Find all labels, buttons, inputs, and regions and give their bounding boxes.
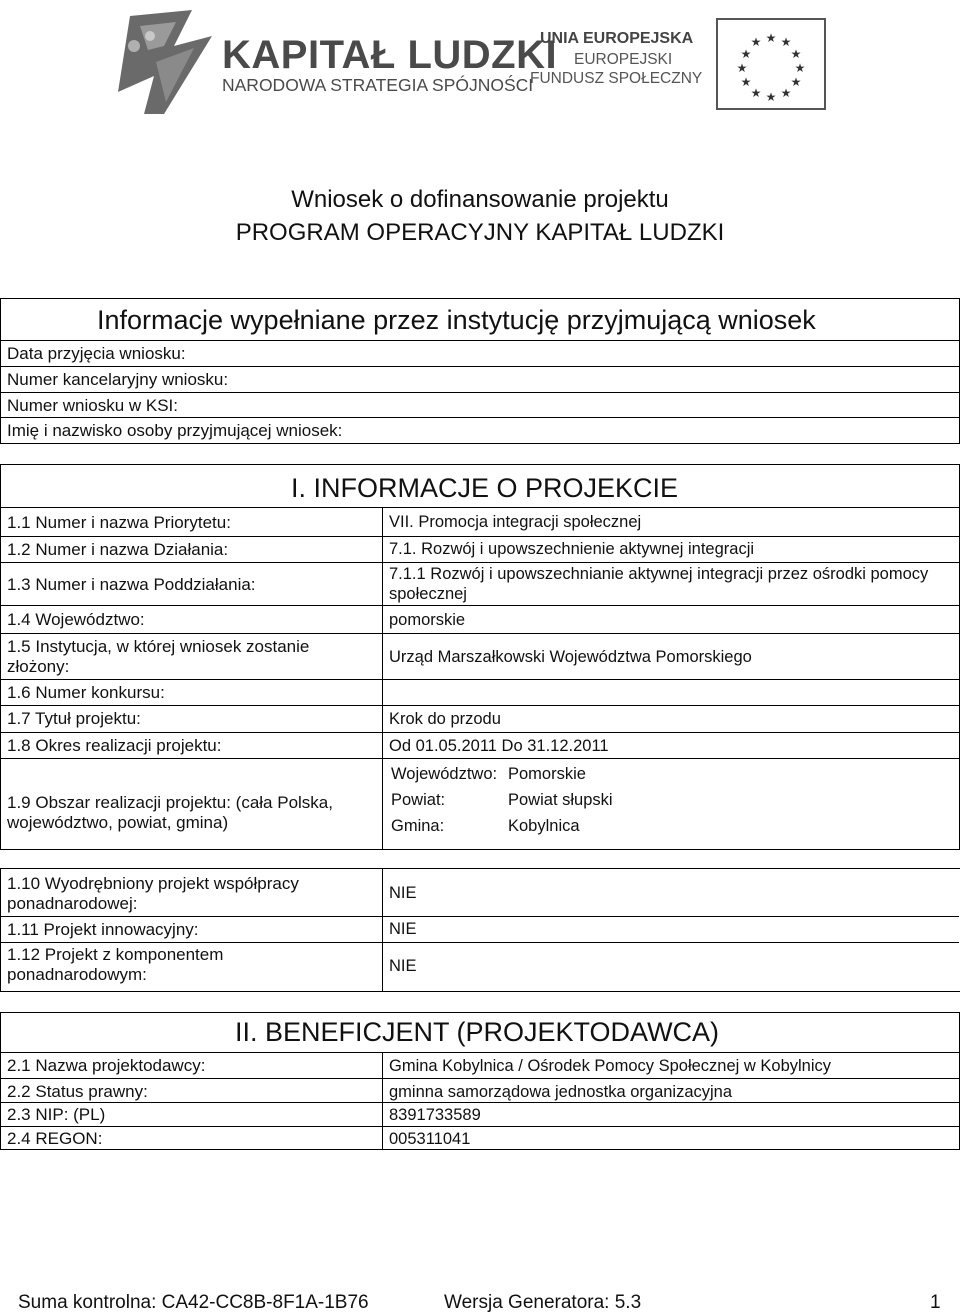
area-voivodeship-label: Województwo: [391, 765, 498, 783]
nip-label: 2.3 NIP: (PL) [7, 1105, 106, 1124]
project-info-box [0, 464, 960, 850]
svg-text:★: ★ [736, 61, 748, 75]
area-label: 1.9 Obszar realizacji projektu: (cała Polska, województwo, powiat, gmina) [7, 793, 333, 832]
project-info-heading: I. INFORMACJE O PROJEKCIE [291, 473, 679, 503]
svg-text:★: ★ [790, 47, 802, 61]
transnational-component-value: NIE [389, 957, 417, 975]
area-county-value: Powiat słupski [508, 791, 613, 809]
area-commune-value: Kobylnica [508, 817, 580, 835]
applicant-name-value: Gmina Kobylnica / Ośrodek Pomocy Społecznej w Kobylnicy [389, 1057, 832, 1075]
applicant-name-label: 2.1 Nazwa projektodawcy: [7, 1056, 206, 1075]
priority-label: 1.1 Numer i nazwa Priorytetu: [7, 513, 231, 532]
submeasure-label: 1.3 Numer i nazwa Poddziałania: [7, 575, 256, 594]
generator-version: Wersja Generatora: 5.3 [444, 1292, 642, 1313]
nip-value: 8391733589 [389, 1106, 481, 1124]
project-title-value: Krok do przodu [389, 710, 501, 728]
beneficiary-heading: II. BENEFICJENT (PROJEKTODAWCA) [235, 1017, 720, 1047]
voivodeship-label: 1.4 Województwo: [7, 610, 145, 629]
kapital-ludzki-title: KAPITAŁ LUDZKI [222, 33, 558, 77]
period-value: Od 01.05.2011 Do 31.12.2011 [389, 737, 609, 755]
eu-text-line1: UNIA EUROPEJSKA [540, 30, 694, 47]
intake-row-date: Data przyjęcia wniosku: [7, 344, 186, 363]
legal-status-value: gminna samorządowa jednostka organizacyjna [389, 1083, 733, 1101]
area-voivodeship-value: Pomorskie [508, 765, 586, 783]
svg-text:★: ★ [765, 31, 777, 45]
transnational-component-label: 1.12 Projekt z komponentem ponadnarodowym: [7, 945, 224, 984]
program-title: PROGRAM OPERACYJNY KAPITAŁ LUDZKI [235, 219, 725, 246]
flags-box [0, 868, 960, 992]
measure-label: 1.2 Numer i nazwa Działania: [7, 540, 229, 559]
beneficiary-box [0, 1012, 960, 1150]
intake-row-ksi-number: Numer wniosku w KSI: [7, 396, 178, 415]
institution-value: Urząd Marszałkowski Województwa Pomorskiego [389, 648, 752, 666]
svg-text:★: ★ [794, 61, 806, 75]
priority-value: VII. Promocja integracji społecznej [389, 513, 642, 531]
period-label: 1.8 Okres realizacji projektu: [7, 736, 222, 755]
intake-box [0, 298, 960, 444]
document-title: Wniosek o dofinansowanie projektu [291, 186, 669, 213]
svg-text:★: ★ [780, 35, 792, 49]
regon-value: 005311041 [389, 1130, 471, 1148]
svg-text:★: ★ [740, 75, 752, 89]
submeasure-value: 7.1.1 Rozwój i upowszechnianie aktywnej integracji przez ośrodki pomocy społecznej [389, 565, 929, 603]
area-commune-label: Gmina: [391, 817, 445, 835]
svg-text:★: ★ [750, 35, 762, 49]
area-county-label: Powiat: [391, 791, 446, 809]
transnational-label: 1.10 Wyodrębniony projekt współpracy ponadnarodowej: [7, 874, 299, 913]
svg-text:★: ★ [750, 86, 762, 100]
intake-heading: Informacje wypełniane przez instytucję przyjmującą wniosek [97, 305, 816, 335]
contest-number-label: 1.6 Numer konkursu: [7, 683, 165, 702]
legal-status-label: 2.2 Status prawny: [7, 1082, 148, 1101]
transnational-value: NIE [389, 884, 417, 902]
eu-text-line3: FUNDUSZ SPOŁECZNY [530, 70, 703, 87]
svg-text:★: ★ [740, 47, 752, 61]
intake-row-receiver-name: Imię i nazwisko osoby przyjmującej wniosek: [7, 421, 343, 440]
innovative-value: NIE [389, 920, 417, 938]
svg-text:★: ★ [780, 86, 792, 100]
svg-text:★: ★ [790, 75, 802, 89]
page-number: 1 [930, 1292, 941, 1313]
regon-label: 2.4 REGON: [7, 1129, 103, 1148]
institution-label: 1.5 Instytucja, w której wniosek zostanie złożony: [7, 637, 310, 676]
svg-text:★: ★ [765, 90, 777, 104]
voivodeship-value: pomorskie [389, 611, 466, 629]
project-title-label: 1.7 Tytuł projektu: [7, 709, 141, 728]
kapital-ludzki-subtitle: NARODOWA STRATEGIA SPÓJNOŚCI [222, 75, 534, 95]
eu-text-line2: EUROPEJSKI [574, 51, 673, 68]
measure-value: 7.1. Rozwój i upowszechnienie aktywnej integracji [389, 540, 755, 558]
intake-row-office-number: Numer kancelaryjny wniosku: [7, 370, 229, 389]
checksum: Suma kontrolna: CA42-CC8B-8F1A-1B76 [18, 1292, 369, 1313]
eu-flag-icon [716, 18, 826, 110]
innovative-label: 1.11 Projekt innowacyjny: [7, 920, 199, 939]
